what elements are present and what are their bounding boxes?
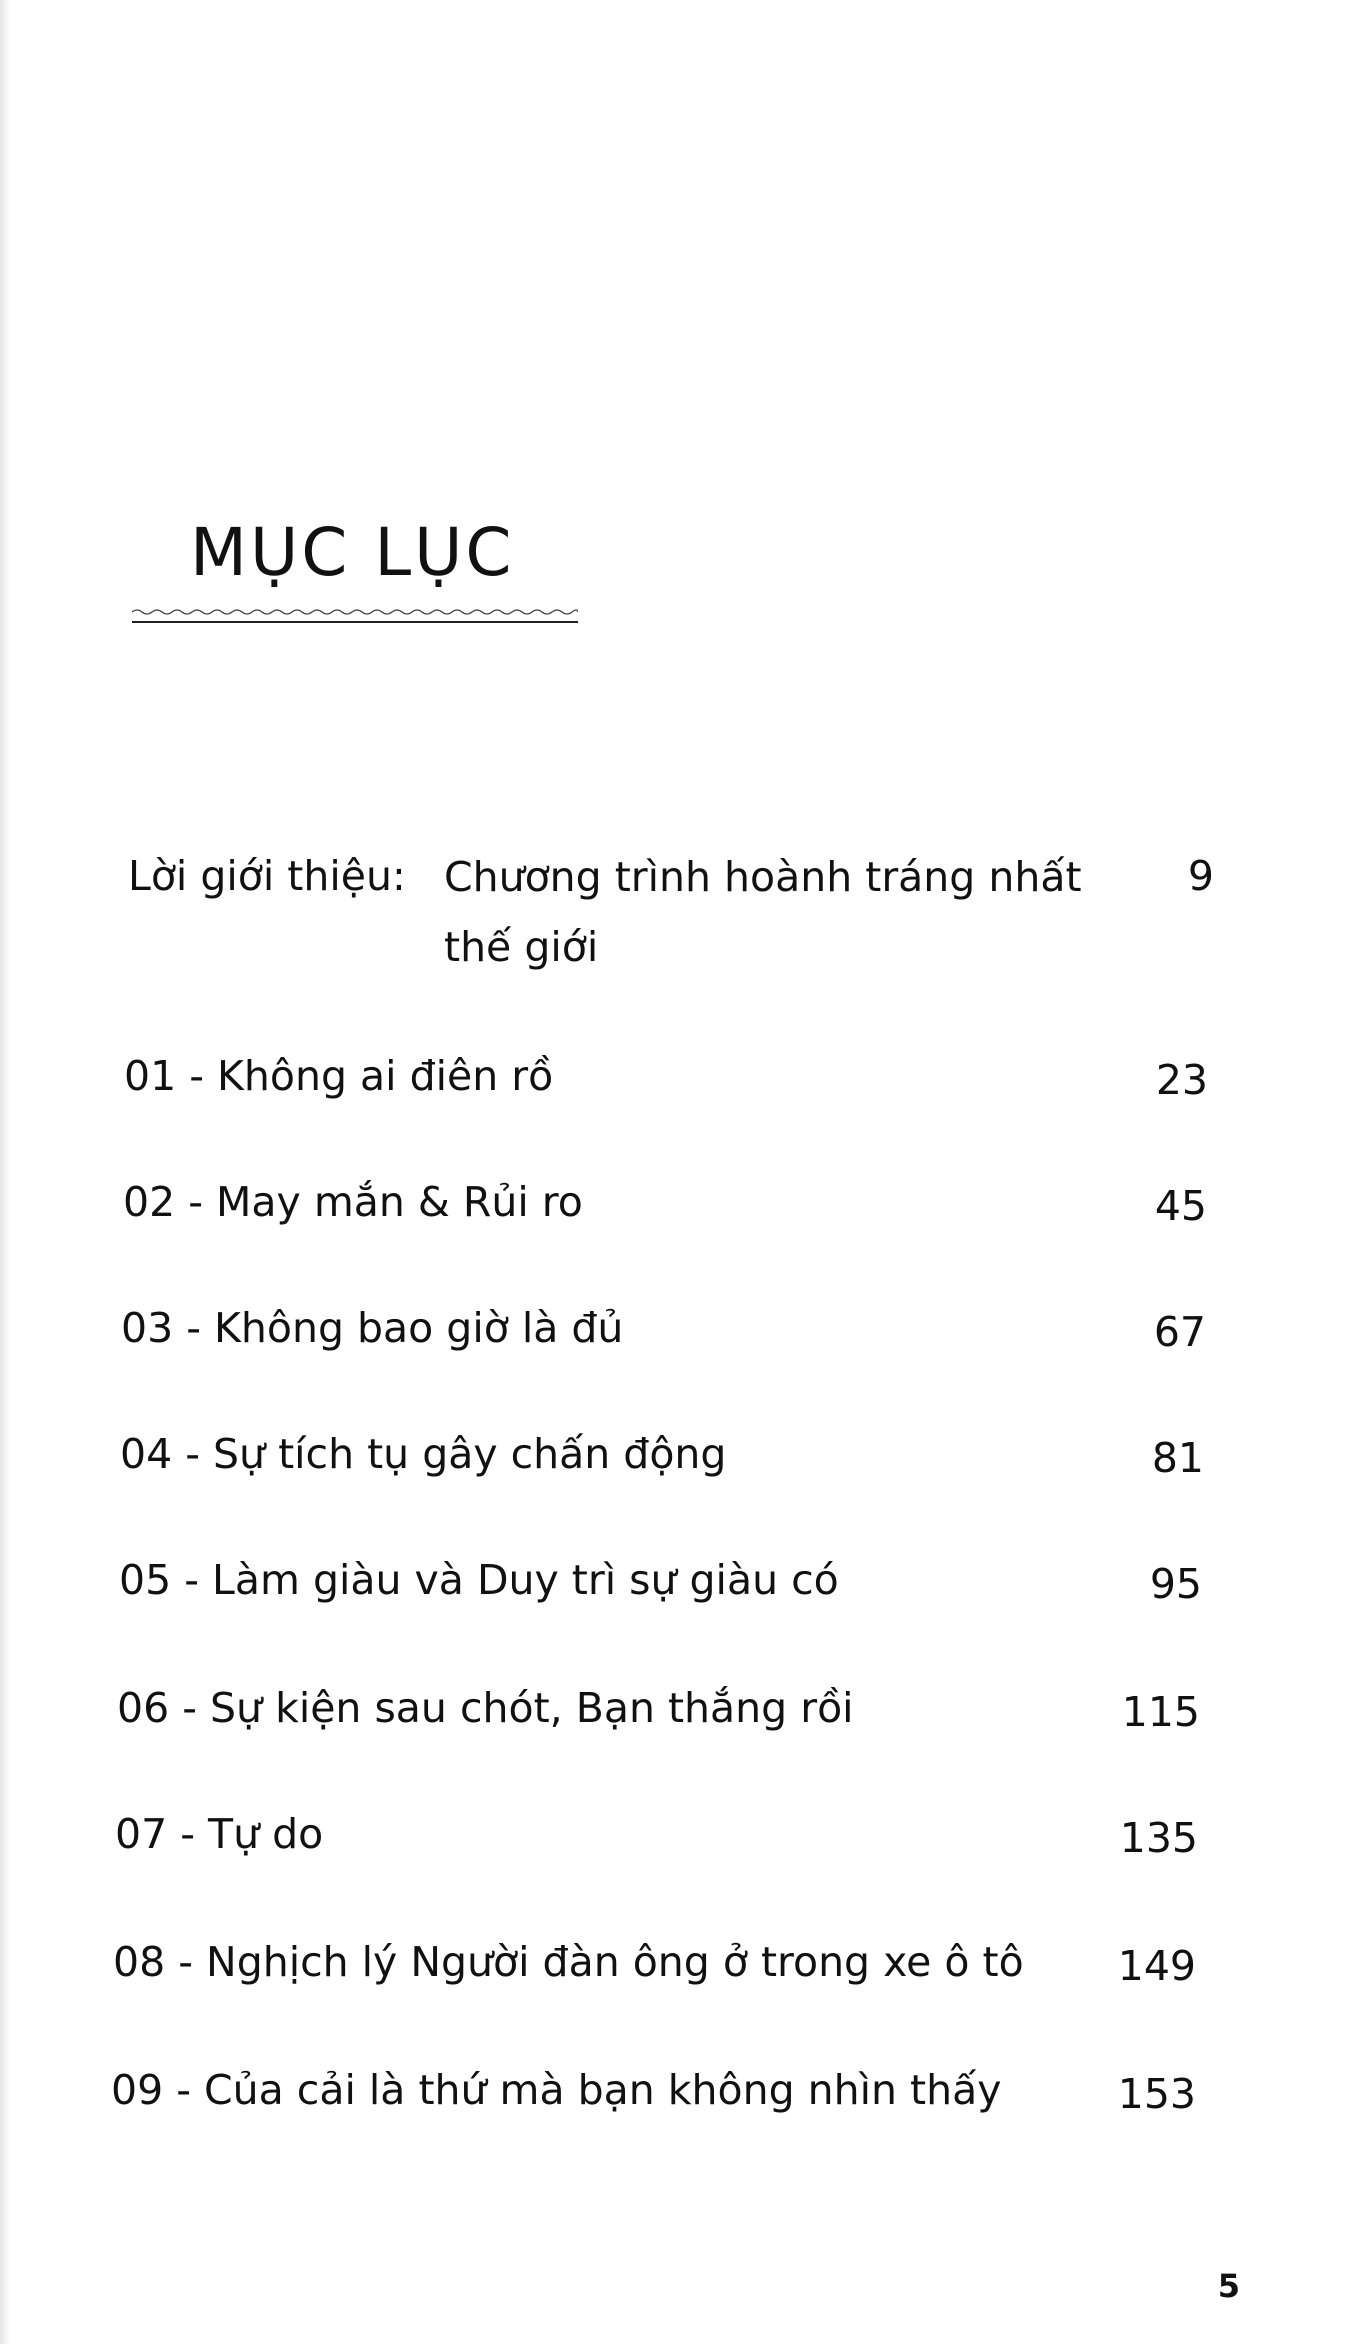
toc-page-02: 45: [1154, 1182, 1207, 1230]
toc-entry-01: 01 - Không ai điên rồ: [124, 1052, 554, 1100]
intro-page-number: 9: [1187, 852, 1214, 900]
toc-page-05: 95: [1149, 1560, 1202, 1608]
toc-entry-09: 09 - Của cải là thứ mà bạn không nhìn thấy: [111, 2066, 1002, 2114]
toc-page-01: 23: [1155, 1056, 1208, 1104]
intro-title: Chương trình hoành tráng nhất thế giới: [444, 853, 1082, 971]
toc-page-07: 135: [1119, 1814, 1198, 1862]
toc-page-04: 81: [1151, 1434, 1204, 1482]
toc-entry-02: 02 - May mắn & Rủi ro: [123, 1178, 583, 1226]
folio-page-number: 5: [1217, 2267, 1240, 2305]
toc-entry-06: 06 - Sự kiện sau chót, Bạn thắng rồi: [117, 1684, 854, 1732]
heading-underline-decoration: [132, 606, 578, 630]
toc-page-09: 153: [1117, 2070, 1196, 2118]
toc-heading: MỤC LỤC: [190, 514, 515, 591]
toc-page-08: 149: [1117, 1942, 1196, 1990]
toc-page-03: 67: [1153, 1308, 1206, 1356]
toc-entry-05: 05 - Làm giàu và Duy trì sự giàu có: [119, 1556, 839, 1604]
toc-entry-04: 04 - Sự tích tụ gây chấn động: [120, 1430, 727, 1478]
toc-entry-08: 08 - Nghịch lý Người đàn ông ở trong xe ô tô: [113, 1938, 1024, 1986]
toc-entry-03: 03 - Không bao giờ là đủ: [121, 1304, 624, 1352]
intro-label: Lời giới thiệu:: [128, 852, 406, 900]
toc-page-06: 115: [1121, 1688, 1200, 1736]
page-edge-shadow: [0, 0, 10, 2344]
toc-entry-07: 07 - Tự do: [115, 1810, 324, 1858]
